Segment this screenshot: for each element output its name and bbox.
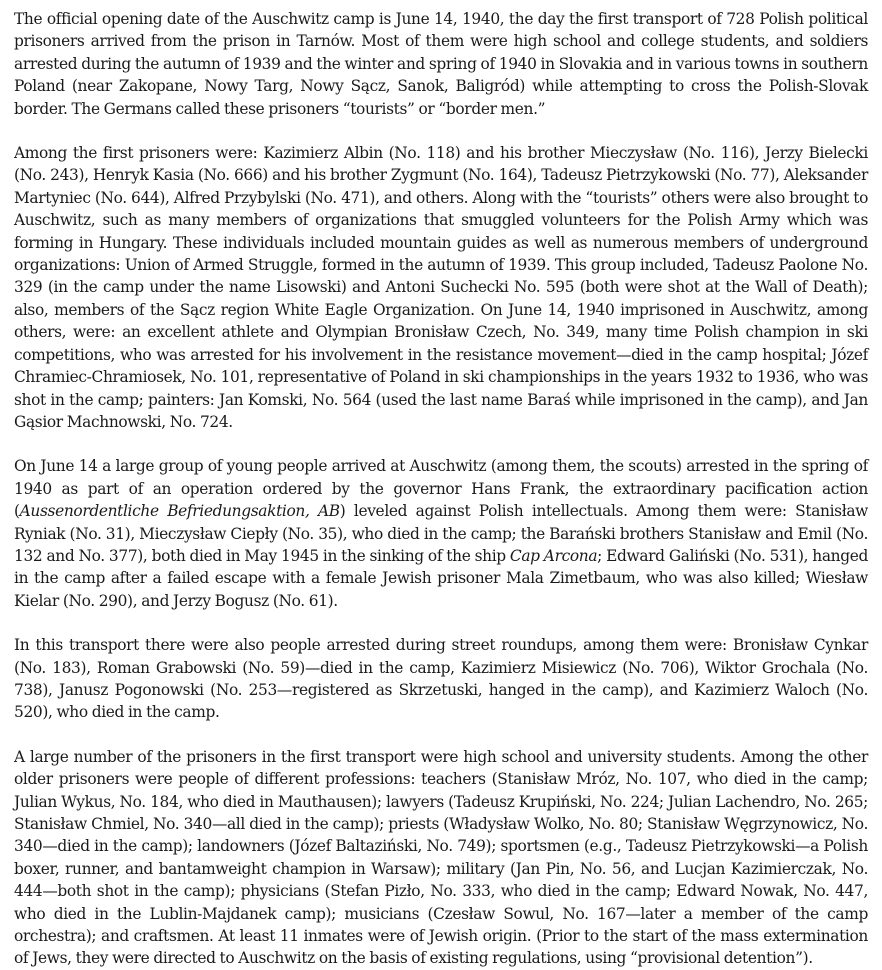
paragraph-text: The official opening date of the Auschwitz camp is June 14, 1940, the day the first transport of 728 Polish political prisoners arrived from the prison in Tarnów. Most of them were high school and college students, and soldiers arrested during the autumn of 1939 and the winter and spring of 1940 in Slovakia and in various towns in southern Poland (near Zakopane, Nowy Targ, Nowy Sącz, Sanok, Baligród) while attempting to cross the Polish-Slovak border. The Germans called these prisoners “tourists” or “border men.” (14, 10, 868, 118)
paragraph-text: ) leveled against Polish intellectuals. Among them were: Stanisław Ryniak (No. 31), Mieczysław Ciepły (No. 35), who died in the camp; the Barański brothers Stanisław and Emil (No. 132 and No. 377), both died in May 1945 in the sinking of the ship (14, 502, 868, 565)
paragraph-street-roundups (14, 634, 868, 724)
italic-ship-name: Cap Arcona (509, 546, 598, 565)
paragraph-text: On June 14 a large group of young people arrived at Auschwitz (among them, the scouts) arrested in the spring of 1940 as part of an operation ordered by the governor Hans Frank, the extraordinary pacification action ( (14, 457, 868, 521)
italic-term-ab-action: Aussenordentliche Befriedungsaktion, AB (19, 502, 340, 521)
paragraph-text: Among the first prisoners were: Kazimierz Albin (No. 118) and his brother Mieczysław (No. 116), Jerzy Bielecki (No. 243), Henryk Kasia (No. 666) and his brother Zygmunt (No. 164), Tadeusz Pietrzykowski (No. 77), Aleksander Martyniec (No. 644), Alfred Przybylski (No. 471), and others. Along with the “tourists” others were also brought to Auschwitz, such as many members of organizations that smuggled volunteers for the Polish Army which was forming in Hungary. These individuals included mountain guides as well as numerous members of underground organizations: Union of Armed Struggle, formed in the autumn of 1939. This group included, Tadeusz Paolone No. 329 (in the camp under the name Lisowski) and Antoni Suchecki No. 595 (both were shot at the Wall of Death); also, members of the Sącz region White Eagle Organization. On June 14, 1940 imprisoned in Auschwitz, among others, were: an excellent athlete and Olympian Bronisław Czech, No. 349, many time Polish champion in ski competitions, who was arrested for his involvement in the resistance movement—died in the camp hospital; Józef Chramiec-Chramiosek, No. 101, representative of Poland in ski championships in the years 1932 to 1936, who was shot in the camp; painters: Jan Komski, No. 564 (used the last name Baraś while imprisoned in the camp), and Jan Gąsior Machnowski, No. 724. (14, 144, 868, 431)
paragraph-opening-date (14, 8, 868, 120)
paragraph-first-prisoners (14, 142, 868, 433)
paragraph-text: ; Edward Galiński (No. 531), hanged in the camp after a failed escape with a female Jewish prisoner Mala Zimetbaum, who was also killed; Wiesław Kielar (No. 290), and Jerzy Bogusz (No. 61). (14, 546, 869, 610)
paragraph-professions (14, 746, 868, 970)
paragraph-text: A large number of the prisoners in the first transport were high school and university students. Among the other older prisoners were people of different professions: teachers (Stanisław Mróz, No. 107, who died in the camp; Julian Wykus, No. 184, who died in Mauthausen); lawyers (Tadeusz Krupiński, No. 224; Julian Lachendro, No. 265; Stanisław Chmiel, No. 340—all died in the camp); priests (Władysław Wolko, No. 80; Stanisław Węgrzynowicz, No. 340—died in the camp); landowners (Józef Baltaziński, No. 749); sportsmen (e.g., Tadeusz Pietrzykowski—a Polish boxer, runner, and bantamweight champion in Warsaw); military (Jan Pin, No. 56, and Lucjan Kazimierczak, No. 444—both shot in the camp); physicians (Stefan Pizło, No. 333, who died in the camp; Edward Nowak, No. 447, who died in the Lublin-Majdanek camp); musicians (Czesław Sowul, No. 167—later a member of the camp orchestra); and craftsmen. At least 11 inmates were of Jewish origin. (Prior to the start of the mass extermination of Jews, they were directed to Auschwitz on the basis of existing regulations, using “provisional detention”). (14, 747, 868, 968)
paragraph-young-people (14, 455, 868, 612)
paragraph-text: In this transport there were also people arrested during street roundups, among them were: Bronisław Cynkar (No. 183), Roman Grabowski (No. 59)—died in the camp, Kazimierz Misiewicz (No. 706), Wiktor Grochala (No. 738), Janusz Pogonowski (No. 253—registered as Skrzetuski, hanged in the camp), and Kazimierz Waloch (No. 520), who died in the camp. (14, 636, 868, 722)
